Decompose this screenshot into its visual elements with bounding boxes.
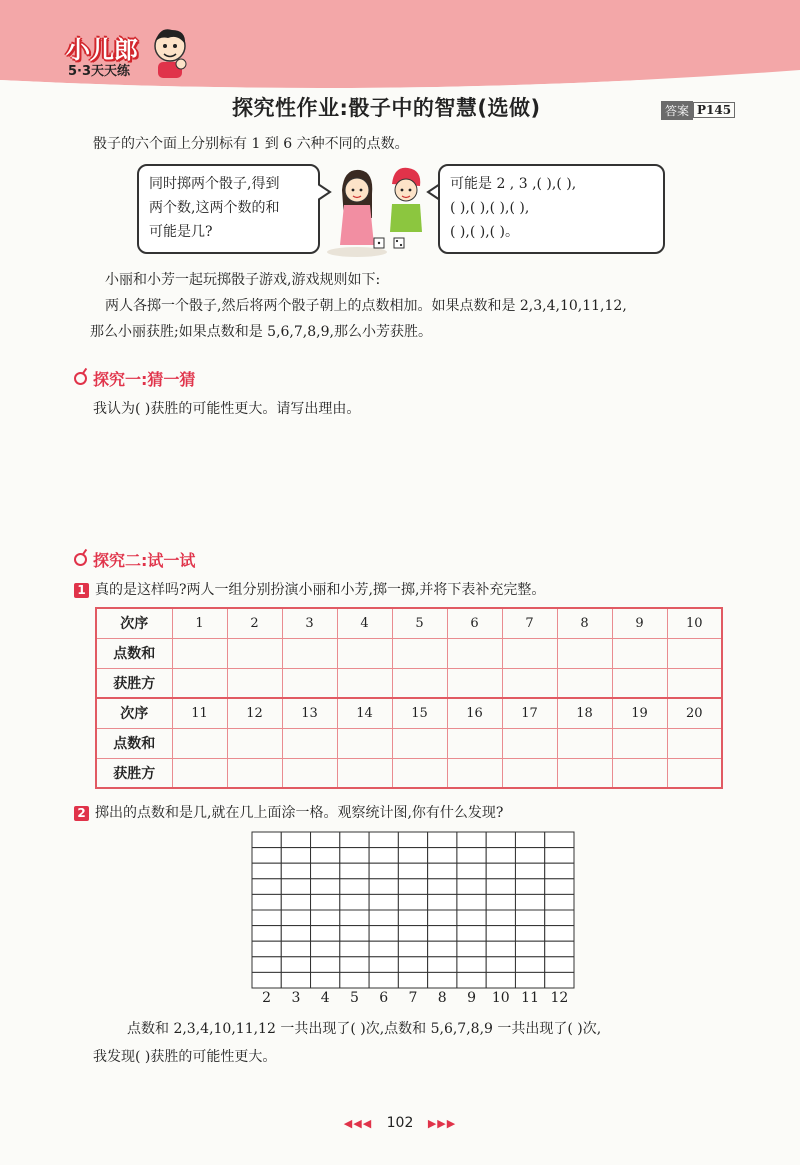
question-2 bbox=[74, 803, 503, 823]
blank-cell[interactable] bbox=[447, 638, 502, 668]
blank-cell[interactable] bbox=[172, 758, 227, 788]
next-arrows-icon: ▶▶▶ bbox=[427, 1117, 457, 1130]
grid-cell[interactable] bbox=[311, 972, 340, 988]
grid-cell[interactable] bbox=[428, 863, 457, 879]
section-marker-icon bbox=[74, 372, 87, 385]
grid-cell[interactable] bbox=[398, 941, 427, 957]
grid-cell[interactable] bbox=[281, 863, 310, 879]
grid-cell[interactable] bbox=[311, 926, 340, 942]
grid-cell[interactable] bbox=[457, 910, 486, 926]
conclusion-line2: 我发现( )获胜的可能性更大。 bbox=[93, 1049, 277, 1065]
grid-cell[interactable] bbox=[457, 832, 486, 848]
table-cell: 17 bbox=[502, 698, 557, 728]
x-axis-label: 3 bbox=[291, 990, 301, 1006]
grid-cell[interactable] bbox=[428, 926, 457, 942]
page-number: 102 bbox=[386, 1115, 414, 1131]
grid-cell[interactable] bbox=[340, 972, 369, 988]
grid-cell[interactable] bbox=[428, 941, 457, 957]
grid-cell[interactable] bbox=[545, 972, 574, 988]
page-footer bbox=[0, 1115, 800, 1131]
blank-cell[interactable] bbox=[502, 728, 557, 758]
blank-cell[interactable] bbox=[612, 638, 667, 668]
grid-cell[interactable] bbox=[252, 941, 281, 957]
bubble-left-line1: 同时掷两个骰子,得到 bbox=[149, 176, 280, 192]
grid-cell[interactable] bbox=[311, 879, 340, 895]
grid-cell[interactable] bbox=[515, 910, 544, 926]
blank-cell[interactable] bbox=[172, 728, 227, 758]
table-cell: 10 bbox=[667, 608, 722, 638]
blank-cell[interactable] bbox=[502, 668, 557, 698]
bubble-right-line2: ( ),( ),( ),( ), bbox=[450, 200, 530, 216]
grid-cell[interactable] bbox=[515, 894, 544, 910]
grid-cell[interactable] bbox=[428, 848, 457, 864]
grid-cell[interactable] bbox=[369, 957, 398, 973]
grid-cell[interactable] bbox=[515, 832, 544, 848]
answer-label: 答案 bbox=[661, 101, 693, 120]
grid-cell[interactable] bbox=[369, 972, 398, 988]
grid-cell[interactable] bbox=[545, 894, 574, 910]
grid-cell[interactable] bbox=[457, 941, 486, 957]
section2-heading bbox=[74, 548, 195, 571]
grid-cell[interactable] bbox=[428, 972, 457, 988]
blank-cell[interactable] bbox=[612, 728, 667, 758]
table-cell: 3 bbox=[282, 608, 337, 638]
grid-cell[interactable] bbox=[515, 972, 544, 988]
row-label-order: 次序 bbox=[96, 698, 172, 728]
grid-cell[interactable] bbox=[252, 848, 281, 864]
table-cell: 19 bbox=[612, 698, 667, 728]
grid-cell[interactable] bbox=[545, 863, 574, 879]
grid-cell[interactable] bbox=[281, 926, 310, 942]
section-marker-icon bbox=[74, 553, 87, 566]
grid-cell[interactable] bbox=[252, 879, 281, 895]
x-axis-label: 9 bbox=[467, 990, 476, 1006]
grid-cell[interactable] bbox=[398, 894, 427, 910]
grid-cell[interactable] bbox=[515, 926, 544, 942]
grid-cell[interactable] bbox=[281, 879, 310, 895]
section2-title: 探究二:试一试 bbox=[93, 551, 196, 570]
blank-cell[interactable] bbox=[557, 668, 612, 698]
blank-cell[interactable] bbox=[337, 668, 392, 698]
table-row-winner-top bbox=[96, 668, 722, 698]
blank-cell[interactable] bbox=[227, 668, 282, 698]
grid-cell[interactable] bbox=[457, 879, 486, 895]
grid-cell[interactable] bbox=[486, 848, 515, 864]
grid-cell[interactable] bbox=[398, 832, 427, 848]
grid-cell[interactable] bbox=[515, 848, 544, 864]
blank-cell[interactable] bbox=[667, 668, 722, 698]
row-label-winner: 获胜方 bbox=[96, 758, 172, 788]
grid-cell[interactable] bbox=[311, 957, 340, 973]
grid-cell[interactable] bbox=[281, 848, 310, 864]
table-row-order-top bbox=[96, 608, 722, 638]
table-cell: 2 bbox=[227, 608, 282, 638]
blank-cell[interactable] bbox=[667, 758, 722, 788]
grid-cell[interactable] bbox=[545, 941, 574, 957]
record-table bbox=[95, 607, 723, 789]
grid-cell[interactable] bbox=[252, 832, 281, 848]
grid-cell[interactable] bbox=[457, 894, 486, 910]
x-axis-label: 10 bbox=[491, 990, 510, 1006]
grid-cell[interactable] bbox=[428, 832, 457, 848]
blank-cell[interactable] bbox=[282, 758, 337, 788]
blank-cell[interactable] bbox=[392, 728, 447, 758]
grid-cell[interactable] bbox=[281, 957, 310, 973]
blank-cell[interactable] bbox=[557, 728, 612, 758]
grid-cell[interactable] bbox=[428, 957, 457, 973]
bubble-right-line1: 可能是 2 , 3 ,( ),( ), bbox=[450, 176, 577, 192]
grid-cell[interactable] bbox=[398, 910, 427, 926]
grid-cell[interactable] bbox=[369, 848, 398, 864]
grid-cell[interactable] bbox=[486, 894, 515, 910]
x-axis-label: 12 bbox=[550, 990, 569, 1006]
blank-cell[interactable] bbox=[502, 758, 557, 788]
table-cell: 6 bbox=[447, 608, 502, 638]
grid-cell[interactable] bbox=[340, 832, 369, 848]
grid-cell[interactable] bbox=[515, 863, 544, 879]
answer-page: P145 bbox=[693, 102, 735, 118]
grid-cell[interactable] bbox=[398, 848, 427, 864]
table-row-sum-top bbox=[96, 638, 722, 668]
blank-cell[interactable] bbox=[612, 668, 667, 698]
blank-cell[interactable] bbox=[282, 668, 337, 698]
question-1 bbox=[74, 580, 545, 600]
grid-cell[interactable] bbox=[545, 926, 574, 942]
grid-cell[interactable] bbox=[428, 879, 457, 895]
blank-cell[interactable] bbox=[447, 668, 502, 698]
section1-heading bbox=[74, 367, 195, 390]
grid-cell[interactable] bbox=[311, 894, 340, 910]
blank-cell[interactable] bbox=[392, 638, 447, 668]
blank-cell[interactable] bbox=[502, 638, 557, 668]
page-title: 探究性作业:骰子中的智慧(选做) bbox=[232, 96, 541, 120]
bubble-left-line2: 两个数,这两个数的和 bbox=[149, 200, 280, 216]
grid-cell[interactable] bbox=[369, 863, 398, 879]
answer-tag[interactable] bbox=[661, 101, 735, 119]
blank-cell[interactable] bbox=[282, 728, 337, 758]
table-cell: 5 bbox=[392, 608, 447, 638]
grid-cell[interactable] bbox=[369, 894, 398, 910]
row-label-sum: 点数和 bbox=[96, 638, 172, 668]
grid-cell[interactable] bbox=[486, 926, 515, 942]
table-cell: 8 bbox=[557, 608, 612, 638]
blank-cell[interactable] bbox=[282, 638, 337, 668]
prev-arrows-icon: ◀◀◀ bbox=[343, 1117, 373, 1130]
grid-cell[interactable] bbox=[252, 894, 281, 910]
grid-cell[interactable] bbox=[545, 879, 574, 895]
grid-cell[interactable] bbox=[281, 941, 310, 957]
grid-cell[interactable] bbox=[281, 910, 310, 926]
grid-cell[interactable] bbox=[515, 941, 544, 957]
blank-cell[interactable] bbox=[227, 758, 282, 788]
grid-cell[interactable] bbox=[340, 941, 369, 957]
grid-cell[interactable] bbox=[545, 910, 574, 926]
section1-title: 探究一:猜一猜 bbox=[93, 370, 196, 389]
question-1-number: 1 bbox=[74, 583, 89, 598]
grid-cell[interactable] bbox=[281, 972, 310, 988]
grid-cell[interactable] bbox=[340, 848, 369, 864]
grid-cell[interactable] bbox=[281, 894, 310, 910]
grid-cell[interactable] bbox=[311, 848, 340, 864]
x-axis-label: 4 bbox=[320, 990, 330, 1006]
grid-cell[interactable] bbox=[486, 832, 515, 848]
grid-cell[interactable] bbox=[398, 863, 427, 879]
grid-cell[interactable] bbox=[252, 863, 281, 879]
table-row-sum-bottom bbox=[96, 728, 722, 758]
blank-cell[interactable] bbox=[227, 728, 282, 758]
table-cell: 14 bbox=[337, 698, 392, 728]
blank-cell[interactable] bbox=[392, 668, 447, 698]
x-axis-label: 2 bbox=[262, 990, 272, 1006]
rules-line3: 那么小丽获胜;如果点数和是 5,6,7,8,9,那么小芳获胜。 bbox=[90, 324, 432, 340]
blank-cell[interactable] bbox=[227, 638, 282, 668]
grid-cell[interactable] bbox=[457, 863, 486, 879]
blank-cell[interactable] bbox=[337, 728, 392, 758]
table-cell: 15 bbox=[392, 698, 447, 728]
grid-cell[interactable] bbox=[340, 926, 369, 942]
speech-bubble-right bbox=[438, 164, 665, 254]
grid-cell[interactable] bbox=[457, 972, 486, 988]
grid-cell[interactable] bbox=[252, 957, 281, 973]
x-axis-label: 5 bbox=[349, 990, 359, 1006]
table-cell: 13 bbox=[282, 698, 337, 728]
bubble-right-line3: ( ),( ),( )。 bbox=[450, 224, 520, 240]
blank-cell[interactable] bbox=[447, 758, 502, 788]
row-label-winner: 获胜方 bbox=[96, 668, 172, 698]
question-1-text: 真的是这样吗?两人一组分别扮演小丽和小芳,掷一掷,并将下表补充完整。 bbox=[95, 582, 546, 598]
question-2-text: 掷出的点数和是几,就在几上面涂一格。观察统计图,你有什么发现? bbox=[95, 805, 504, 821]
table-cell: 16 bbox=[447, 698, 502, 728]
logo-sub-text: 5·3天天练 bbox=[68, 64, 131, 79]
grid-cell[interactable] bbox=[369, 832, 398, 848]
table-cell: 12 bbox=[227, 698, 282, 728]
table-cell: 20 bbox=[667, 698, 722, 728]
table-row-order-bottom bbox=[96, 698, 722, 728]
table-cell: 4 bbox=[337, 608, 392, 638]
table-cell: 18 bbox=[557, 698, 612, 728]
blank-cell[interactable] bbox=[172, 638, 227, 668]
logo-main-text: 小儿郎 bbox=[66, 36, 138, 64]
grid-cell[interactable] bbox=[398, 879, 427, 895]
x-axis-label: 11 bbox=[521, 990, 539, 1006]
grid-cell[interactable] bbox=[252, 910, 281, 926]
grid-cell[interactable] bbox=[457, 926, 486, 942]
grid-cell[interactable] bbox=[340, 894, 369, 910]
table-cell: 1 bbox=[172, 608, 227, 638]
grid-cell[interactable] bbox=[428, 894, 457, 910]
grid-cell[interactable] bbox=[311, 863, 340, 879]
mascot-icon bbox=[148, 24, 192, 80]
grid-cell[interactable] bbox=[545, 832, 574, 848]
blank-cell[interactable] bbox=[447, 728, 502, 758]
grid-cell[interactable] bbox=[311, 941, 340, 957]
grid-cell[interactable] bbox=[281, 832, 310, 848]
x-axis-label: 6 bbox=[379, 990, 389, 1006]
grid-cell[interactable] bbox=[369, 941, 398, 957]
speech-bubble-left bbox=[137, 164, 320, 254]
grid-cell[interactable] bbox=[340, 863, 369, 879]
table-cell: 11 bbox=[172, 698, 227, 728]
question-2-number: 2 bbox=[74, 806, 89, 821]
blank-cell[interactable] bbox=[392, 758, 447, 788]
grid-cell[interactable] bbox=[515, 879, 544, 895]
grid-cell[interactable] bbox=[369, 879, 398, 895]
grid-cell[interactable] bbox=[486, 972, 515, 988]
intro-text: 骰子的六个面上分别标有 1 到 6 六种不同的点数。 bbox=[93, 136, 409, 152]
section1-text: 我认为( )获胜的可能性更大。请写出理由。 bbox=[93, 401, 361, 417]
grid-cell[interactable] bbox=[457, 957, 486, 973]
grid-cell[interactable] bbox=[369, 910, 398, 926]
table-cell: 7 bbox=[502, 608, 557, 638]
grid-cell[interactable] bbox=[340, 910, 369, 926]
grid-cell[interactable] bbox=[252, 926, 281, 942]
x-axis-label: 8 bbox=[437, 990, 447, 1006]
grid-cell[interactable] bbox=[515, 957, 544, 973]
blank-cell[interactable] bbox=[172, 668, 227, 698]
grid-cell[interactable] bbox=[340, 957, 369, 973]
row-label-sum: 点数和 bbox=[96, 728, 172, 758]
rules-line2: 两人各掷一个骰子,然后将两个骰子朝上的点数相加。如果点数和是 2,3,4,10,11,12, bbox=[105, 298, 627, 314]
grid-cell[interactable] bbox=[311, 910, 340, 926]
grid-cell[interactable] bbox=[457, 848, 486, 864]
row-label-order: 次序 bbox=[96, 608, 172, 638]
grid-cell[interactable] bbox=[311, 832, 340, 848]
statistics-grid[interactable] bbox=[251, 831, 575, 989]
grid-cell[interactable] bbox=[369, 926, 398, 942]
blank-cell[interactable] bbox=[337, 758, 392, 788]
table-row-winner-bottom bbox=[96, 758, 722, 788]
rules-line1: 小丽和小芳一起玩掷骰子游戏,游戏规则如下: bbox=[105, 272, 381, 288]
bubble-left-line3: 可能是几? bbox=[149, 224, 213, 240]
blank-cell[interactable] bbox=[612, 758, 667, 788]
children-dice-illustration bbox=[322, 160, 432, 260]
grid-cell[interactable] bbox=[545, 957, 574, 973]
grid-cell[interactable] bbox=[398, 972, 427, 988]
blank-cell[interactable] bbox=[557, 638, 612, 668]
blank-cell[interactable] bbox=[557, 758, 612, 788]
grid-cell[interactable] bbox=[545, 848, 574, 864]
grid-cell[interactable] bbox=[486, 879, 515, 895]
grid-cell[interactable] bbox=[486, 863, 515, 879]
grid-cell[interactable] bbox=[398, 957, 427, 973]
blank-cell[interactable] bbox=[667, 728, 722, 758]
grid-cell[interactable] bbox=[486, 941, 515, 957]
grid-cell[interactable] bbox=[340, 879, 369, 895]
grid-cell[interactable] bbox=[398, 926, 427, 942]
grid-cell[interactable] bbox=[486, 910, 515, 926]
conclusion-line1: 点数和 2,3,4,10,11,12 一共出现了( )次,点数和 5,6,7,8,9 一共出现了( )次, bbox=[127, 1021, 602, 1037]
grid-x-axis-labels bbox=[251, 990, 574, 1008]
x-axis-label: 7 bbox=[408, 990, 418, 1006]
grid-cell[interactable] bbox=[486, 957, 515, 973]
table-cell: 9 bbox=[612, 608, 667, 638]
blank-cell[interactable] bbox=[337, 638, 392, 668]
grid-cell[interactable] bbox=[252, 972, 281, 988]
blank-cell[interactable] bbox=[667, 638, 722, 668]
grid-cell[interactable] bbox=[428, 910, 457, 926]
